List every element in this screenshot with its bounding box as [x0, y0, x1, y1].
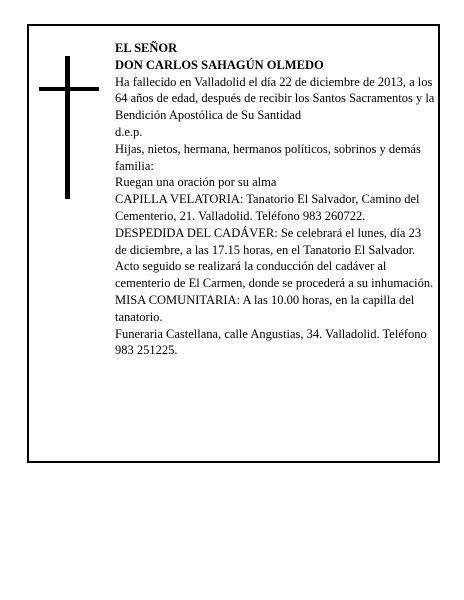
- cross-vertical-bar: [65, 56, 70, 199]
- notice-text: [115, 40, 435, 359]
- family-list: Hijas, nietos, hermana, hermanos políticos, sobrinos y demás familia:: [115, 141, 421, 173]
- obituary-notice: [27, 24, 440, 463]
- rip-abbreviation: d.e.p.: [115, 124, 143, 139]
- notice-title-1: EL SEÑOR: [115, 41, 178, 55]
- farewell-info: DESPEDIDA DEL CADÁVER: Se celebrará el lunes, día 23 de diciembre, a las 17.15 horas, en el Tanatorio El Salvador. Acto seguido se realizará la conducción del cadáver al cementerio de El Carmen, donde se procederá a su inhumación.: [115, 225, 434, 291]
- deceased-name: DON CARLOS SAHAGÚN OLMEDO: [115, 57, 324, 72]
- cross-icon: [39, 56, 99, 199]
- funeral-home-info: Funeraria Castellana, calle Angustias, 34. Valladolid. Teléfono 983 251225.: [115, 326, 427, 358]
- chapel-info: CAPILLA VELATORIA: Tanatorio El Salvador, Camino del Cementerio, 21. Valladolid. Teléfono 983 260722.: [115, 192, 420, 223]
- prayer-request: Ruegan una oración por su alma: [115, 175, 277, 190]
- mass-info: MISA COMUNITARIA: A las 10.00 horas, en la capilla del tanatorio.: [115, 292, 415, 324]
- cross-horizontal-bar: [39, 87, 99, 91]
- death-announcement: Ha fallecido en Valladolid el día 22 de diciembre de 2013, a los 64 años de edad, después de recibir los Santos Sacramentos y la Bendición Apostólica de Su Santidad: [115, 74, 435, 123]
